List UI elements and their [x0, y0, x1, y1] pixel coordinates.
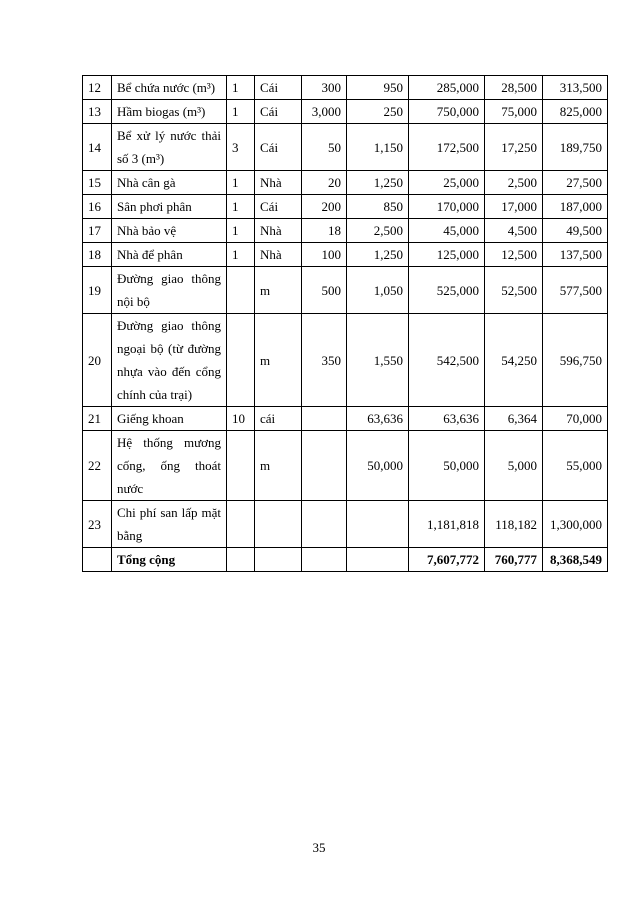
item-quantity [227, 267, 255, 314]
row-number: 15 [83, 171, 112, 195]
grand-total: 8,368,549 [543, 548, 608, 572]
item-total: 27,500 [543, 171, 608, 195]
row-number: 13 [83, 100, 112, 124]
item-name: Sân phơi phân [112, 195, 227, 219]
row-number: 18 [83, 243, 112, 267]
item-cost-before-tax: 1,181,818 [409, 501, 485, 548]
item-tax: 75,000 [485, 100, 543, 124]
item-dimension: 50 [302, 124, 347, 171]
item-name: Nhà để phân [112, 243, 227, 267]
item-cost-before-tax: 285,000 [409, 76, 485, 100]
item-unit-price: 50,000 [347, 431, 409, 501]
item-unit-price: 1,550 [347, 314, 409, 407]
item-unit-price [347, 501, 409, 548]
table-row [83, 76, 608, 100]
item-name: Bể chứa nước (m³) [112, 76, 227, 100]
item-tax: 12,500 [485, 243, 543, 267]
table-row [83, 501, 608, 548]
item-name: Đường giao thông nội bộ [112, 267, 227, 314]
item-name: Hầm biogas (m³) [112, 100, 227, 124]
item-total: 596,750 [543, 314, 608, 407]
item-dimension: 300 [302, 76, 347, 100]
item-unit-price: 1,250 [347, 243, 409, 267]
cost-table-body [83, 76, 608, 572]
item-quantity [227, 314, 255, 407]
item-quantity [227, 431, 255, 501]
row-number: 19 [83, 267, 112, 314]
row-number: 20 [83, 314, 112, 407]
item-unit-price: 950 [347, 76, 409, 100]
item-tax: 28,500 [485, 76, 543, 100]
item-quantity: 1 [227, 171, 255, 195]
row-number: 12 [83, 76, 112, 100]
table-row [83, 407, 608, 431]
item-unit: m [255, 267, 302, 314]
item-total: 187,000 [543, 195, 608, 219]
item-cost-before-tax: 750,000 [409, 100, 485, 124]
item-quantity: 1 [227, 76, 255, 100]
total-quantity [227, 548, 255, 572]
item-quantity: 1 [227, 195, 255, 219]
item-quantity: 3 [227, 124, 255, 171]
item-cost-before-tax: 125,000 [409, 243, 485, 267]
item-unit-price: 2,500 [347, 219, 409, 243]
total-cost-before-tax: 7,607,772 [409, 548, 485, 572]
item-name: Chi phí san lấp mặt bằng [112, 501, 227, 548]
item-name: Bể xử lý nước thải số 3 (m³) [112, 124, 227, 171]
item-dimension: 18 [302, 219, 347, 243]
item-dimension: 100 [302, 243, 347, 267]
item-unit: cái [255, 407, 302, 431]
item-quantity: 1 [227, 243, 255, 267]
table-row [83, 100, 608, 124]
item-quantity: 1 [227, 100, 255, 124]
item-cost-before-tax: 50,000 [409, 431, 485, 501]
item-cost-before-tax: 542,500 [409, 314, 485, 407]
item-unit: Cái [255, 195, 302, 219]
item-unit-price: 850 [347, 195, 409, 219]
table-row [83, 267, 608, 314]
item-name: Đường giao thông ngoại bộ (từ đường nhựa vào đến cổng chính của trại) [112, 314, 227, 407]
total-unit-price [347, 548, 409, 572]
item-cost-before-tax: 63,636 [409, 407, 485, 431]
item-unit: Nhà [255, 219, 302, 243]
item-unit-price: 1,250 [347, 171, 409, 195]
item-total: 70,000 [543, 407, 608, 431]
item-name: Hệ thống mương cống, ống thoát nước [112, 431, 227, 501]
item-total: 189,750 [543, 124, 608, 171]
table-row [83, 243, 608, 267]
item-cost-before-tax: 525,000 [409, 267, 485, 314]
item-total: 313,500 [543, 76, 608, 100]
item-dimension [302, 431, 347, 501]
item-cost-before-tax: 170,000 [409, 195, 485, 219]
cost-table [82, 75, 608, 572]
item-dimension: 200 [302, 195, 347, 219]
item-name: Nhà cân gà [112, 171, 227, 195]
total-dimension [302, 548, 347, 572]
table-row [83, 314, 608, 407]
item-name: Nhà bảo vệ [112, 219, 227, 243]
item-unit [255, 501, 302, 548]
item-total: 825,000 [543, 100, 608, 124]
total-unit [255, 548, 302, 572]
item-total: 55,000 [543, 431, 608, 501]
table-row [83, 219, 608, 243]
table-row [83, 195, 608, 219]
table-row [83, 171, 608, 195]
item-cost-before-tax: 45,000 [409, 219, 485, 243]
total-label: Tổng cộng [112, 548, 227, 572]
item-tax: 5,000 [485, 431, 543, 501]
item-tax: 17,250 [485, 124, 543, 171]
row-number: 22 [83, 431, 112, 501]
item-dimension [302, 501, 347, 548]
item-unit-price: 1,050 [347, 267, 409, 314]
row-number: 21 [83, 407, 112, 431]
item-dimension: 20 [302, 171, 347, 195]
item-quantity: 1 [227, 219, 255, 243]
item-tax: 4,500 [485, 219, 543, 243]
item-unit: Cái [255, 76, 302, 100]
item-unit-price: 250 [347, 100, 409, 124]
item-unit: Nhà [255, 243, 302, 267]
page-number: 35 [312, 840, 326, 855]
item-unit-price: 1,150 [347, 124, 409, 171]
row-number: 16 [83, 195, 112, 219]
item-unit: m [255, 314, 302, 407]
item-dimension: 350 [302, 314, 347, 407]
item-total: 137,500 [543, 243, 608, 267]
row-number: 23 [83, 501, 112, 548]
row-number: 14 [83, 124, 112, 171]
item-dimension [302, 407, 347, 431]
item-dimension: 3,000 [302, 100, 347, 124]
item-total: 49,500 [543, 219, 608, 243]
item-tax: 17,000 [485, 195, 543, 219]
total-row-number [83, 548, 112, 572]
table-row [83, 431, 608, 501]
item-dimension: 500 [302, 267, 347, 314]
item-total: 1,300,000 [543, 501, 608, 548]
item-quantity: 10 [227, 407, 255, 431]
item-quantity [227, 501, 255, 548]
item-unit: Cái [255, 100, 302, 124]
item-total: 577,500 [543, 267, 608, 314]
item-tax: 2,500 [485, 171, 543, 195]
item-unit-price: 63,636 [347, 407, 409, 431]
item-unit: Cái [255, 124, 302, 171]
item-cost-before-tax: 172,500 [409, 124, 485, 171]
item-unit: Nhà [255, 171, 302, 195]
item-unit: m [255, 431, 302, 501]
total-row [83, 548, 608, 572]
table-row [83, 124, 608, 171]
total-tax: 760,777 [485, 548, 543, 572]
item-tax: 118,182 [485, 501, 543, 548]
item-tax: 52,500 [485, 267, 543, 314]
item-cost-before-tax: 25,000 [409, 171, 485, 195]
item-tax: 6,364 [485, 407, 543, 431]
item-name: Giếng khoan [112, 407, 227, 431]
item-tax: 54,250 [485, 314, 543, 407]
row-number: 17 [83, 219, 112, 243]
